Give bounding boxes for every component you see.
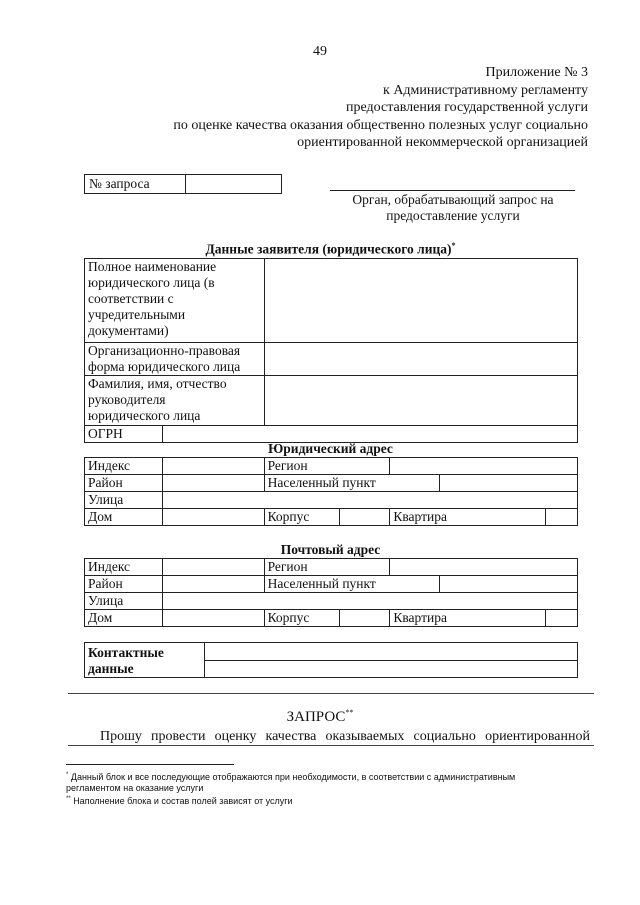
full-name-value[interactable]	[264, 259, 577, 343]
footnote-2-mark: **	[66, 796, 71, 802]
head-name-value[interactable]	[264, 376, 577, 426]
request-title-text: ЗАПРОС	[286, 709, 346, 725]
postal-building-label: Корпус	[264, 610, 340, 627]
postal-building-value[interactable]	[340, 610, 390, 627]
legal-building-value[interactable]	[340, 509, 390, 526]
ogrn-value[interactable]	[162, 426, 577, 443]
postal-settlement-label: Населенный пункт	[264, 576, 440, 593]
legal-address-title: Юридический адрес	[268, 441, 393, 456]
postal-house-label: Дом	[85, 610, 163, 627]
footnote-2-text: Наполнение блока и состав полей зависят от услуги	[73, 796, 293, 806]
applicant-section-title	[84, 241, 577, 258]
appendix-line-2: к Административному регламенту	[383, 82, 588, 98]
footnote-1-mark: *	[66, 772, 69, 778]
postal-region-value[interactable]	[390, 559, 578, 576]
postal-house-value[interactable]	[162, 610, 264, 627]
head-name-label: Фамилия, имя, отчество руководителя юридического лица	[85, 376, 265, 426]
appendix-header	[118, 64, 588, 152]
legal-region-label: Регион	[264, 458, 390, 475]
applicant-title-text: Данные заявителя (юридического лица)	[205, 241, 452, 257]
legal-street-value[interactable]	[162, 492, 577, 509]
request-text: Прошу провести оценку качества оказываемых социально ориентированной	[100, 729, 590, 744]
legal-district-value[interactable]	[162, 475, 264, 492]
request-title	[0, 708, 640, 726]
legal-building-label: Корпус	[264, 509, 340, 526]
organ-caption-line-2: предоставление услуги	[386, 208, 520, 223]
postal-address-table	[84, 558, 578, 627]
request-number-separator	[185, 175, 186, 193]
postal-address-title: Почтовый адрес	[280, 542, 381, 557]
appendix-line-3: предоставления государственной услуги	[346, 100, 588, 116]
postal-index-label: Индекс	[85, 559, 163, 576]
footnote-1-text: Данный блок и все последующие отображаются при необходимости, в соответствии с административным	[70, 772, 516, 782]
postal-apartment-label: Квартира	[390, 610, 546, 627]
postal-street-value[interactable]	[162, 593, 577, 610]
legal-form-value[interactable]	[264, 343, 577, 376]
organ-caption-line-1: Орган, обрабатывающий запрос на	[352, 192, 554, 207]
legal-region-value[interactable]	[390, 458, 578, 475]
contacts-table	[84, 642, 578, 678]
contacts-value-1[interactable]	[204, 643, 577, 661]
legal-index-label: Индекс	[85, 458, 163, 475]
legal-form-label: Организационно-правовая форма юридического лица	[85, 343, 265, 376]
footnote-1-continuation: регламентом на оказание услуги	[66, 783, 204, 793]
footnote-2	[66, 794, 586, 807]
legal-street-label: Улица	[85, 492, 163, 509]
request-title-mark: **	[345, 708, 354, 717]
contacts-label: Контактные данные	[85, 643, 205, 678]
appendix-line-1: Приложение № 3	[485, 65, 588, 80]
legal-index-value[interactable]	[162, 458, 264, 475]
legal-house-label: Дом	[85, 509, 163, 526]
request-number-label: № запроса	[89, 176, 150, 191]
appendix-line-5: ориентированной некоммерческой организацией	[297, 135, 588, 151]
ogrn-label: ОГРН	[85, 426, 163, 443]
contacts-value-2[interactable]	[204, 660, 577, 678]
footnote-separator	[66, 764, 234, 765]
applicant-table	[84, 258, 578, 443]
page-number: 49	[313, 44, 327, 59]
legal-settlement-value[interactable]	[440, 475, 578, 492]
legal-apartment-label: Квартира	[390, 509, 546, 526]
postal-street-label: Улица	[85, 593, 163, 610]
appendix-line-4: по оценке качества оказания общественно полезных услуг социально	[173, 117, 588, 133]
footnotes	[66, 770, 586, 807]
postal-apartment-value[interactable]	[546, 610, 578, 627]
legal-settlement-label: Населенный пункт	[264, 475, 440, 492]
postal-district-label: Район	[85, 576, 163, 593]
organ-signature-line	[330, 190, 575, 191]
legal-address-table	[84, 457, 578, 526]
full-name-label: Полное наименование юридического лица (в соответствии с учредительными документами)	[85, 259, 265, 343]
legal-house-value[interactable]	[162, 509, 264, 526]
request-underline	[68, 745, 594, 746]
request-number-box	[84, 174, 282, 194]
legal-district-label: Район	[85, 475, 163, 492]
section-divider	[68, 693, 594, 694]
legal-apartment-value[interactable]	[546, 509, 578, 526]
footnote-1	[66, 770, 586, 783]
postal-index-value[interactable]	[162, 559, 264, 576]
postal-region-label: Регион	[264, 559, 390, 576]
postal-settlement-value[interactable]	[440, 576, 578, 593]
organ-caption	[322, 192, 584, 224]
postal-district-value[interactable]	[162, 576, 264, 593]
applicant-title-mark: *	[451, 241, 456, 250]
